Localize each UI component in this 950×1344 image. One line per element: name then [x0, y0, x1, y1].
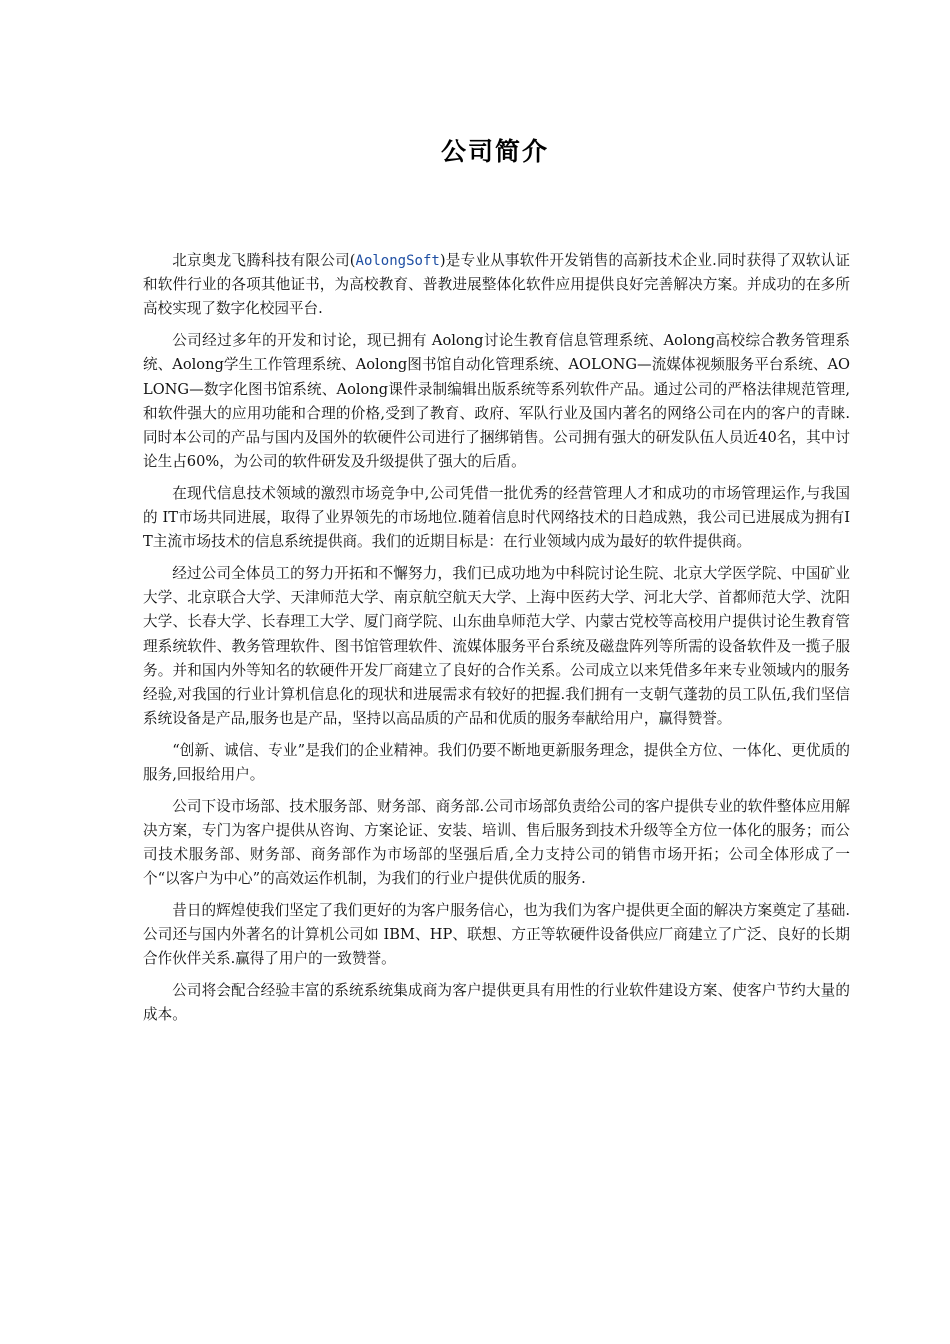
paragraph-departments: 公司下设市场部、技术服务部、财务部、商务部.公司市场部负责给公司的客户提供专业的软件整体应用解决方案，专门为客户提供从咨询、方案论证、安装、培训、售后服务到技术升级等全方位一体化的服务；而公司技术服务部、财务部、商务部作为市场部的坚强后盾,全力支持公司的销售市场开拓；公司全体形成了一个“以客户为中心”的高效运作机制，为我们的行业户提供优质的服务.	[143, 797, 850, 888]
intro-text-start: 北京奥龙飞腾科技有限公司(	[172, 252, 356, 269]
paragraph-integration: 公司将会配合经验丰富的系统系统集成商为客户提供更具有用性的行业软件建设方案、使客户节约大量的成本。	[143, 982, 850, 1024]
paragraph-partners: 昔日的辉煌使我们坚定了我们更好的为客户服务信心，也为我们为客户提供更全面的解决方案奠定了基础.公司还与国内外著名的计算机公司如 IBM、HP、联想、方正等软硬件设备供应厂商建立了广泛、良好的长期合作伙伴关系.赢得了用户的一致赞誉。	[143, 902, 850, 968]
paragraph-products: 公司经过多年的开发和讨论，现已拥有 Aolong讨论生教育信息管理系统、Aolong高校综合教务管理系统、Aolong学生工作管理系统、Aolong图书馆自动化管理系统、AOLONG—流媒体视频服务平台系统、AOLONG—数字化图书馆系统、Aolong课件录制编辑出版系统等系列软件产品。通过公司的严格法律规范管理,和软件强大的应用功能和合理的价格,受到了教育、政府、军队行业及国内著名的网络公司在内的客户的青睐.同时本公司的产品与国内及国外的软硬件公司进行了捆绑销售。公司拥有强大的研发队伍人员近40名，其中讨论生占60%，为公司的软件研发及升级提供了强大的后盾。	[143, 332, 850, 471]
document-body	[143, 249, 850, 1035]
paragraph-intro	[143, 249, 850, 322]
page-title: 公司简介	[440, 137, 549, 166]
paragraph-enterprise-spirit: “创新、诚信、专业”是我们的企业精神。我们仍要不断地更新服务理念，提供全方位、一体化、更优质的服务,回报给用户。	[143, 741, 850, 784]
brand-name: AolongSoft	[355, 253, 440, 269]
paragraph-market-position: 在现代信息技术领域的激烈市场竞争中,公司凭借一批优秀的经营管理人才和成功的市场管理运作,与我国的 IT市场共同进展，取得了业界领先的市场地位.随着信息时代网络技术的日趋成熟，我公司已进展成为拥有IT主流市场技术的信息系统提供商。我们的近期目标是：在行业领域内成为最好的软件提供商。	[143, 484, 850, 551]
intro-text-end: )是专业从事软件开发销售的高新技术企业.同时获得了双软认证和软件行业的各项其他证书，为高校教育、普教进展整体化软件应用提供良好完善解决方案。并成功的在多所高校实现了数字化校园平台.	[143, 252, 850, 318]
paragraph-customers: 经过公司全体员工的努力开拓和不懈努力，我们已成功地为中科院讨论生院、北京大学医学院、中国矿业大学、北京联合大学、天津师范大学、南京航空航天大学、上海中医药大学、河北大学、首都师范大学、沈阳大学、长春大学、长春理工大学、厦门商学院、山东曲阜师范大学、内蒙古党校等高校用户提供讨论生教育管理系统软件、教务管理软件、图书馆管理软件、流媒体服务平台系统及磁盘阵列等所需的设备软件及一揽子服务。并和国内外等知名的软硬件开发厂商建立了良好的合作关系。公司成立以来凭借多年来专业领域内的服务经验,对我国的行业计算机信息化的现状和进展需求有较好的把握.我们拥有一支朝气蓬勃的员工队伍,我们坚信系统设备是产品,服务也是产品，坚持以高品质的产品和优质的服务奉献给用户，赢得赞誉。	[143, 564, 850, 728]
